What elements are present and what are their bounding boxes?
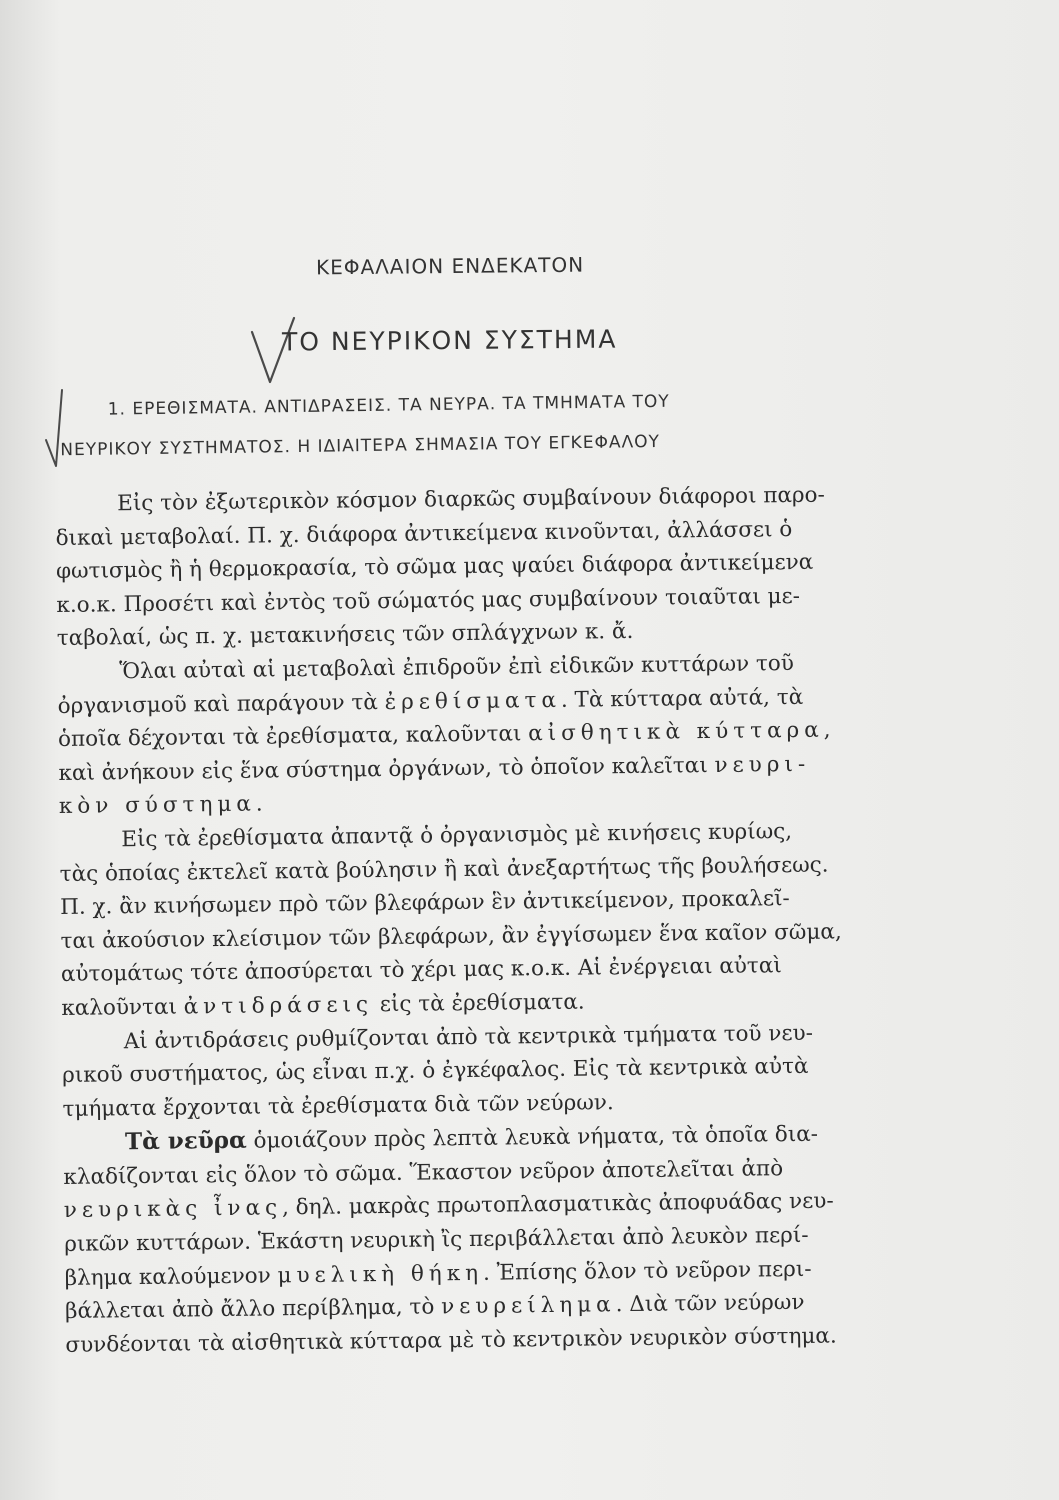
chapter-label: ΚΕΦΑΛΑΙΟΝ ΕΝΔΕΚΑΤΟΝ <box>315 252 585 280</box>
text-run: καὶ ἀνήκουν εἰς ἕνα σύστημα ὀργάνων, τὸ ὁποῖον καλεῖται <box>58 752 715 786</box>
text-line: συνδέονται τὰ αἰσθητικὰ κύτταρα μὲ τὸ κεντρικὸν νευρικὸν σύστημα. <box>65 1323 837 1358</box>
text-line: ταβολαί, ὡς π. χ. μετακινήσεις τῶν σπλάγχνων κ. ἄ. <box>56 619 634 652</box>
paragraph-4 <box>62 1015 933 1126</box>
emphasized-term: ἀντιδράσεις <box>183 992 374 1020</box>
text-run: . Τὰ κύτταρα αὐτά, τὰ <box>560 684 804 713</box>
text-line: Ὅλαι αὐταὶ αἱ μεταβολαὶ ἐπιδροῦν ἐπὶ εἰδικῶν κυττάρων τοῦ <box>119 650 794 685</box>
text-line: Αἱ ἀντιδράσεις ρυθμίζονται ἀπὸ τὰ κεντρικὰ τμήματα τοῦ νευ- <box>123 1020 814 1054</box>
text-run: καλοῦνται <box>61 994 184 1021</box>
text-line: κλαδίζονται εἰς ὅλον τὸ σῶμα. Ἕκαστον νεῦρον ἀποτελεῖται ἀπὸ <box>63 1156 784 1190</box>
emphasized-term: νευρικὰς ἶνας <box>63 1195 283 1224</box>
text-line: ρικῶν κυττάρων. Ἑκάστη νευρικὴ ἲς περιβάλλεται ἀπὸ λευκὸν περί- <box>64 1222 809 1258</box>
emphasized-term: αἰσθητικὰ κύτταρα, <box>528 717 836 747</box>
emphasized-term: ἐρεθίσματα <box>384 687 562 715</box>
text-line: αὐτομάτως τότε ἀποσύρεται τὸ χέρι μας κ.ο.κ. Αἱ ἐνέργειαι αὐταὶ <box>60 953 782 988</box>
text-run: ὁμοιάζουν πρὸς λεπτὰ λευκὰ νήματα, τὰ ὁποῖα δια- <box>246 1122 819 1154</box>
text-line: τμήματα ἔρχονται τὰ ἐρεθίσματα διὰ τῶν νεύρων. <box>62 1089 614 1122</box>
paragraph-3 <box>59 813 931 1025</box>
text-run: . Ἐπίσης ὅλον τὸ νεῦρον περι- <box>482 1256 812 1286</box>
text-run: βάλλεται ἀπὸ ἄλλο περίβλημα, τὸ <box>64 1294 442 1325</box>
text-line: ρικοῦ συστήματος, ὡς εἶναι π.χ. ὁ ἐγκέφαλος. Εἰς τὰ κεντρικὰ αὐτὰ <box>62 1053 809 1089</box>
text-line: Εἰς τὸν ἐξωτερικὸν κόσμον διαρκῶς συμβαίνουν διάφοροι παρο- <box>117 482 825 517</box>
text-line: ται ἀκούσιον κλείσιμον τῶν βλεφάρων, ἂν ἐγγίσωμεν ἕνα καῖον σῶμα, <box>60 919 842 954</box>
emphasized-term: νευρείλημα <box>440 1292 616 1320</box>
paragraph-5 <box>63 1116 936 1363</box>
text-run: ὁποῖα δέχονται τὰ ἐρεθίσματα, καλοῦνται <box>57 721 529 753</box>
emphasized-term: μυελικὴ θήκη <box>277 1260 484 1288</box>
text-line: Εἰς τὰ ἐρεθίσματα ἀπαντᾷ ὁ ὀργανισμὸς μὲ κινήσεις κυρίως, <box>121 818 793 853</box>
text-line: φωτισμὸς ἢ ἡ θερμοκρασία, τὸ σῶμα μας ψαύει διάφορα ἀντικείμενα <box>55 549 814 585</box>
paragraph-1 <box>55 477 927 656</box>
text-run: , δηλ. μακρὰς πρωτοπλασματικὰς ἀποφυάδας νευ- <box>281 1189 834 1221</box>
chapter-title: ΤΟ ΝΕΥΡΙΚΟΝ ΣΥΣΤΗΜΑ <box>281 324 618 357</box>
paragraph-2 <box>57 645 929 824</box>
text-run: εἰς τὰ ἐρεθίσματα. <box>372 989 585 1018</box>
text-run: . Διὰ τῶν νεύρων <box>615 1290 805 1318</box>
emphasized-term: κὸν σύστημα. <box>58 791 268 820</box>
text-line: κ.ο.κ. Προσέτι καὶ ἐντὸς τοῦ σώματός μας συμβαίνουν τοιαῦται με- <box>56 583 801 618</box>
text-line: τὰς ὁποίας ἐκτελεῖ κατὰ βούλησιν ἢ καὶ ἀνεξαρτήτως τῆς βουλήσεως. <box>59 852 829 887</box>
text-line: Π. χ. ἂν κινήσωμεν πρὸ τῶν βλεφάρων ἓν ἀντικείμενον, προκαλεῖ- <box>59 886 790 921</box>
text-run: ὀργανισμοῦ καὶ παράγουν τὰ <box>57 689 385 719</box>
section-heading-line-1: 1. ΕΡΕΘΙΣΜΑΤΑ. ΑΝΤΙΔΡΑΣΕΙΣ. ΤΑ ΝΕΥΡΑ. ΤΑ ΤΜΗΜΑΤΑ ΤΟΥ <box>107 391 670 420</box>
section-heading <box>59 378 960 471</box>
text-line: δικαὶ μεταβολαί. Π. χ. διάφορα ἀντικείμενα κινοῦνται, ἀλλάσσει ὁ <box>55 516 793 551</box>
section-heading-line-2: ΝΕΥΡΙΚΟΥ ΣΥΣΤΗΜΑΤΟΣ. Η ΙΔΙΑΙΤΕΡΑ ΣΗΜΑΣΙΑ ΤΟΥ ΕΓΚΕΦΑΛΟΥ <box>60 431 661 461</box>
text-run: βλημα καλούμενον <box>64 1262 278 1291</box>
body-text <box>55 477 936 1362</box>
emphasized-term: νευρι- <box>714 751 811 778</box>
bold-term: Τὰ νεῦρα <box>124 1126 247 1156</box>
